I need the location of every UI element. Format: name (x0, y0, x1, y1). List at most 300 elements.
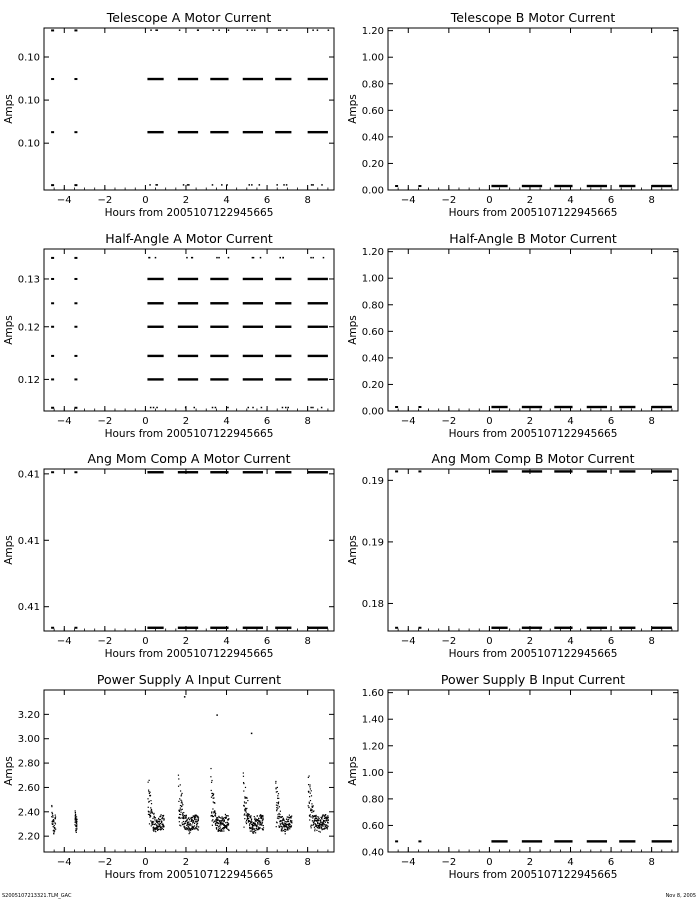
plot-frame (388, 249, 678, 411)
data-point (215, 813, 216, 814)
data-point (328, 29, 330, 31)
data-point (180, 818, 181, 819)
chart-panel-7 (3, 672, 334, 881)
x-tick-label: 6 (607, 195, 615, 206)
data-segment (210, 326, 228, 328)
data-point (252, 829, 253, 830)
data-point (185, 829, 186, 830)
data-point (198, 819, 199, 820)
data-point (249, 827, 250, 828)
x-tick-label: 4 (567, 195, 574, 206)
data-point (254, 816, 255, 817)
data-segment (491, 627, 507, 629)
data-point (310, 814, 311, 815)
data-point (183, 821, 184, 822)
data-point (183, 816, 184, 817)
data-point (187, 819, 188, 820)
data-point (153, 407, 155, 409)
x-tick-label: −4 (56, 636, 72, 647)
data-point (311, 795, 312, 796)
data-point (319, 826, 320, 827)
x-tick-label: 2 (526, 195, 534, 206)
data-point (216, 828, 217, 829)
data-point (153, 831, 154, 832)
data-point (51, 378, 54, 380)
y-tick-label: 1.00 (361, 52, 384, 64)
data-segment (243, 78, 263, 80)
data-point (215, 820, 216, 821)
data-point (195, 817, 196, 818)
data-point (222, 819, 223, 820)
data-point (312, 184, 314, 186)
data-point (219, 824, 220, 825)
data-point (157, 828, 158, 829)
data-point (160, 816, 161, 817)
data-point (247, 29, 249, 31)
data-point (319, 827, 320, 828)
x-tick-label: 6 (263, 195, 271, 206)
data-point (276, 810, 277, 811)
data-point (251, 821, 252, 822)
data-point (193, 820, 194, 821)
data-point (191, 257, 193, 259)
data-point (74, 29, 77, 31)
data-point (53, 819, 54, 820)
data-point (148, 790, 149, 791)
data-point (197, 823, 198, 824)
data-point (313, 822, 314, 823)
data-point (198, 29, 200, 31)
data-point (254, 828, 255, 829)
data-segment (619, 406, 635, 408)
y-tick-label: 0.80 (361, 794, 384, 806)
data-point (317, 822, 318, 823)
data-point (283, 184, 285, 186)
data-point (160, 814, 161, 815)
data-point (163, 815, 164, 816)
x-axis-label: Hours from 2005107122945665 (448, 648, 618, 660)
data-segment (275, 355, 291, 357)
y-tick-label: 1.60 (361, 688, 384, 700)
data-point (278, 802, 279, 803)
data-segment (210, 627, 228, 629)
x-tick-label: 6 (263, 857, 271, 868)
data-point (213, 797, 214, 798)
data-point (316, 815, 317, 816)
data-segment (522, 406, 542, 408)
data-point (198, 817, 199, 818)
data-point (191, 819, 192, 820)
data-point (55, 816, 56, 817)
y-tick-label: 0.10 (17, 52, 40, 64)
data-point (279, 806, 280, 807)
data-point (74, 257, 77, 259)
data-point (51, 627, 54, 629)
data-point (261, 823, 262, 824)
data-points (51, 696, 329, 834)
data-point (191, 817, 192, 818)
data-point (291, 820, 292, 821)
data-point (189, 819, 190, 820)
footer-filename: S2005107213321.TLM_GAC (2, 893, 72, 899)
data-point (52, 815, 53, 816)
data-point (163, 829, 164, 830)
x-tick-label: 0 (142, 857, 149, 868)
data-point (277, 791, 278, 792)
data-point (262, 816, 263, 817)
footer-date: Nov 8, 2005 (665, 893, 696, 899)
data-point (324, 828, 325, 829)
x-tick-label: 4 (223, 416, 230, 427)
data-point (182, 813, 183, 814)
data-point (150, 813, 151, 814)
x-tick-label: 8 (304, 416, 311, 427)
data-segment (522, 185, 542, 187)
y-tick-label: 0.41 (17, 469, 40, 481)
data-point (156, 407, 158, 409)
data-segment (587, 470, 607, 472)
data-segment (587, 406, 607, 408)
chart-panel-6 (347, 451, 678, 660)
data-point (185, 407, 187, 409)
data-segment (147, 355, 163, 357)
data-point (280, 29, 282, 31)
data-segment (554, 627, 572, 629)
data-point (260, 257, 262, 259)
data-point (418, 470, 421, 472)
y-tick-label: 2.40 (17, 807, 40, 819)
data-point (215, 815, 216, 816)
data-point (180, 808, 181, 809)
data-point (221, 184, 223, 186)
data-point (148, 257, 150, 259)
data-point (214, 810, 215, 811)
data-point (223, 830, 224, 831)
data-point (254, 819, 255, 820)
data-point (252, 827, 253, 828)
plot-frame (44, 469, 334, 631)
data-point (253, 831, 254, 832)
data-point (246, 820, 247, 821)
data-segment (652, 627, 672, 629)
data-point (327, 826, 328, 827)
data-point (215, 825, 216, 826)
data-point (244, 813, 245, 814)
data-point (228, 830, 229, 831)
data-point (254, 818, 255, 819)
data-point (148, 782, 149, 783)
data-point (211, 797, 212, 798)
chart-title: Half-Angle B Motor Current (449, 231, 617, 246)
data-point (321, 818, 322, 819)
data-point (220, 822, 221, 823)
y-tick-label: 2.80 (17, 758, 40, 770)
data-point (287, 826, 288, 827)
y-tick-label: 0.41 (17, 535, 40, 547)
data-point (219, 828, 220, 829)
data-point (395, 470, 398, 472)
data-point (182, 804, 183, 805)
data-point (418, 185, 421, 187)
data-point (324, 824, 325, 825)
data-point (219, 826, 220, 827)
data-point (158, 818, 159, 819)
data-point (149, 184, 151, 186)
data-point (327, 815, 328, 816)
data-point (159, 825, 160, 826)
x-tick-label: −4 (400, 857, 416, 868)
data-point (245, 821, 246, 822)
data-segment (275, 378, 291, 380)
data-point (276, 826, 277, 827)
data-point (184, 827, 185, 828)
data-point (189, 830, 190, 831)
y-axis-label: Amps (3, 535, 15, 565)
data-point (51, 805, 52, 806)
data-point (153, 824, 154, 825)
data-segment (243, 326, 263, 328)
data-point (314, 829, 315, 830)
data-point (223, 823, 224, 824)
data-point (246, 815, 247, 816)
x-axis-label: Hours from 2005107122945665 (104, 869, 274, 881)
data-segment (178, 355, 198, 357)
data-point (51, 29, 54, 31)
data-point (181, 793, 182, 794)
data-point (74, 131, 77, 133)
data-point (248, 815, 249, 816)
data-point (256, 825, 257, 826)
data-point (51, 806, 52, 807)
data-point (311, 790, 312, 791)
data-point (243, 776, 244, 777)
x-tick-label: 8 (304, 636, 311, 647)
data-point (212, 29, 214, 31)
data-point (418, 406, 421, 408)
data-point (312, 806, 313, 807)
data-point (150, 816, 151, 817)
data-point (74, 184, 77, 186)
data-point (218, 257, 220, 259)
data-point (282, 828, 283, 829)
x-axis-label: Hours from 2005107122945665 (104, 207, 274, 219)
data-point (254, 29, 256, 31)
data-point (76, 819, 77, 820)
chart-panel-1 (3, 10, 334, 219)
x-tick-label: 2 (182, 416, 190, 427)
data-point (150, 820, 151, 821)
data-point (313, 805, 314, 806)
data-point (212, 820, 213, 821)
x-tick-label: −2 (97, 857, 113, 868)
data-point (309, 796, 310, 797)
data-point (289, 828, 290, 829)
data-point (326, 825, 327, 826)
data-point (160, 819, 161, 820)
data-point (252, 407, 254, 409)
data-point (155, 823, 156, 824)
y-tick-label: 0.80 (361, 79, 384, 91)
data-point (281, 826, 282, 827)
data-segment (243, 378, 263, 380)
y-axis-label: Amps (347, 535, 359, 565)
data-point (308, 791, 309, 792)
data-point (149, 793, 150, 794)
y-tick-label: 0.00 (361, 185, 384, 197)
x-tick-label: 2 (182, 636, 190, 647)
data-point (252, 824, 253, 825)
x-tick-label: −2 (97, 195, 113, 206)
data-point (180, 825, 181, 826)
data-point (327, 818, 328, 819)
y-tick-label: 0.12 (17, 374, 40, 386)
data-point (327, 828, 328, 829)
data-point (314, 827, 315, 828)
data-point (246, 798, 247, 799)
data-segment (210, 78, 228, 80)
y-tick-label: 0.19 (361, 537, 384, 549)
data-point (328, 820, 329, 821)
data-point (317, 816, 318, 817)
data-point (313, 810, 314, 811)
data-point (155, 29, 157, 31)
data-point (154, 819, 155, 820)
data-point (325, 814, 326, 815)
data-point (153, 813, 154, 814)
data-point (186, 257, 188, 259)
data-point (75, 810, 76, 811)
data-point (310, 800, 311, 801)
data-point (252, 257, 254, 259)
data-point (194, 818, 195, 819)
data-point (285, 829, 286, 830)
data-point (157, 184, 159, 186)
data-point (178, 775, 179, 776)
data-point (187, 184, 189, 186)
data-point (220, 817, 221, 818)
data-point (277, 814, 278, 815)
data-point (288, 407, 290, 409)
data-segment (275, 471, 291, 473)
y-tick-label: 0.41 (17, 602, 40, 614)
data-point (277, 798, 278, 799)
data-point (263, 819, 264, 820)
data-point (251, 820, 252, 821)
x-tick-label: 8 (648, 195, 655, 206)
data-point (150, 800, 151, 801)
data-point (148, 791, 149, 792)
data-point (180, 784, 181, 785)
y-tick-label: 0.12 (17, 322, 40, 334)
data-point (182, 822, 183, 823)
x-tick-label: 0 (486, 416, 493, 427)
data-point (155, 817, 156, 818)
data-point (149, 780, 150, 781)
data-point (188, 829, 189, 830)
data-point (249, 184, 251, 186)
data-point (226, 817, 227, 818)
y-tick-label: 1.20 (361, 247, 384, 259)
data-point (325, 824, 326, 825)
data-point (245, 809, 246, 810)
data-point (75, 812, 76, 813)
data-point (217, 825, 218, 826)
x-axis-label: Hours from 2005107122945665 (104, 428, 274, 440)
data-point (251, 818, 252, 819)
data-point (198, 830, 199, 831)
data-point (224, 819, 225, 820)
data-point (150, 407, 152, 409)
data-point (280, 824, 281, 825)
data-point (279, 816, 280, 817)
data-segment (587, 627, 607, 629)
data-point (287, 829, 288, 830)
data-point (76, 828, 77, 829)
data-point (74, 302, 77, 304)
data-point (256, 828, 257, 829)
x-tick-label: 4 (223, 195, 230, 206)
data-point (227, 815, 228, 816)
y-tick-label: 0.20 (361, 158, 384, 170)
chart-panel-4 (347, 231, 678, 440)
x-tick-label: −4 (56, 195, 72, 206)
data-point (152, 813, 153, 814)
data-point (193, 821, 194, 822)
data-point (244, 814, 245, 815)
data-point (311, 827, 312, 828)
data-point (277, 822, 278, 823)
data-point (151, 809, 152, 810)
data-segment (210, 302, 228, 304)
data-point (155, 831, 156, 832)
data-segment (522, 627, 542, 629)
data-point (74, 355, 77, 357)
y-tick-label: 0.40 (361, 132, 384, 144)
data-point (323, 815, 324, 816)
data-point (263, 825, 264, 826)
data-point (316, 825, 317, 826)
data-segment (308, 131, 328, 133)
data-point (74, 378, 77, 380)
data-point (55, 823, 56, 824)
data-point (197, 816, 198, 817)
data-point (212, 795, 213, 796)
data-segment (491, 406, 507, 408)
data-point (215, 407, 217, 409)
data-segment (147, 378, 163, 380)
data-segment (243, 278, 263, 280)
data-point (321, 407, 323, 409)
data-point (51, 184, 54, 186)
data-point (51, 326, 54, 328)
data-point (249, 814, 250, 815)
x-tick-label: 4 (567, 416, 574, 427)
data-point (282, 816, 283, 817)
data-point (395, 840, 398, 842)
data-point (285, 407, 287, 409)
data-segment (210, 355, 228, 357)
data-point (188, 817, 189, 818)
data-segment (178, 131, 198, 133)
x-tick-label: 4 (223, 857, 230, 868)
data-point (164, 819, 165, 820)
data-point (74, 326, 77, 328)
data-point (245, 797, 246, 798)
data-point (212, 815, 213, 816)
chart-title: Telescope A Motor Current (106, 10, 272, 25)
plot-frame (44, 249, 334, 411)
data-segment (275, 278, 291, 280)
